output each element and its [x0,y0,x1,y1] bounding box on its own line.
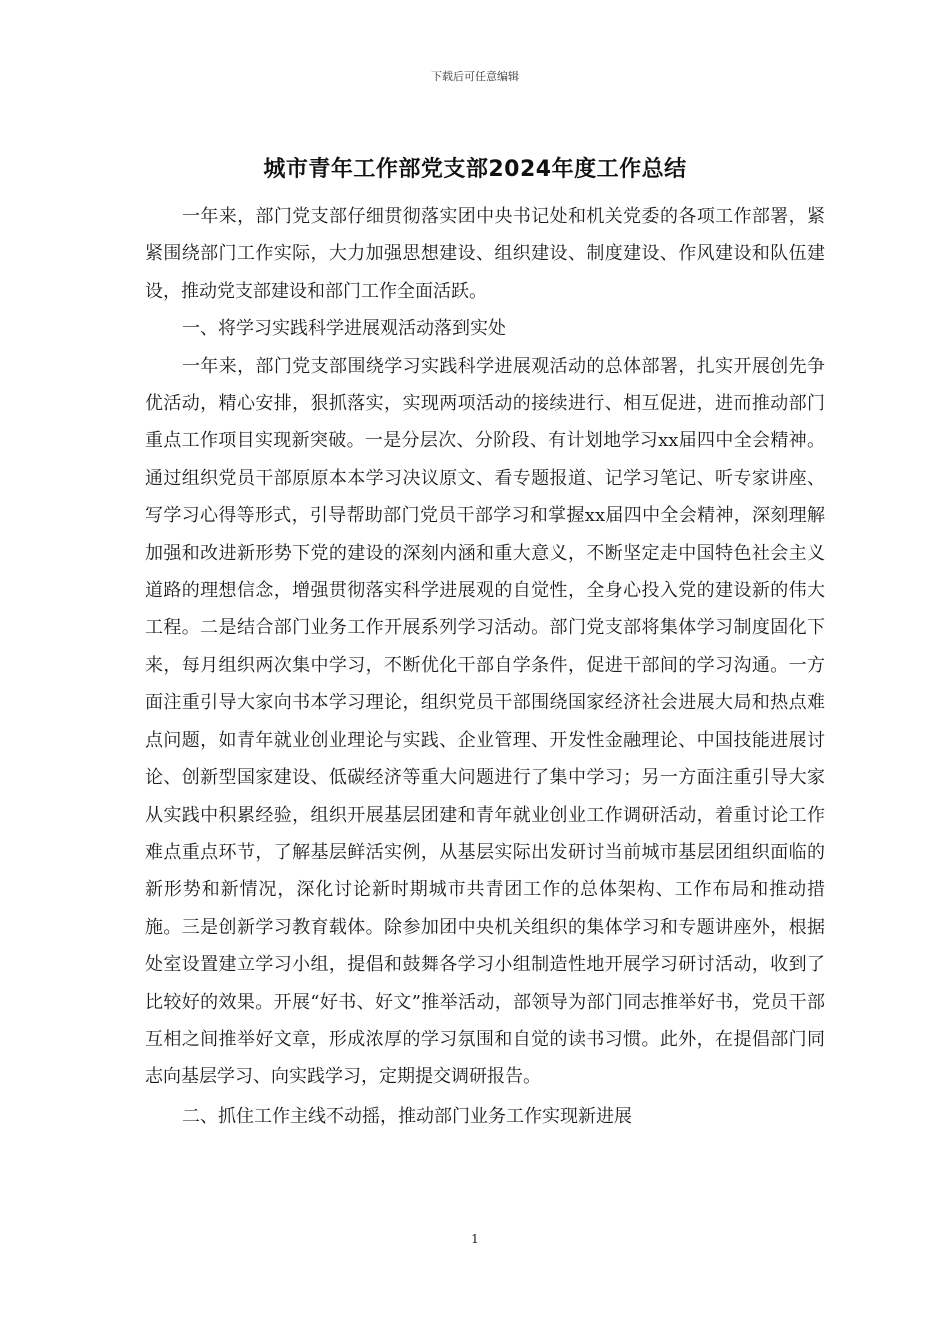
section-heading-one: 一、将学习实践科学进展观活动落到实处 [182,318,506,340]
document-body [145,198,825,1135]
header-note: 下载后可任意编辑 [431,70,519,83]
section-heading-two: 二、抓住工作主线不动摇，推动部门业务工作实现新进展 [182,1105,632,1127]
section-one-paragraph: 一年来，部门党支部围绕学习实践科学进展观活动的总体部署，扎实开展创先争优活动，精心安排，狠抓落实，实现两项活动的接续进行、相互促进，进而推动部门重点工作项目实现新突破。一是分层次、分阶段、有计划地学习xx届四中全会精神。通过组织党员干部原原本本学习决议原文、看专题报道、记学习笔记、听专家讲座、写学习心得等形式，引导帮助部门党员干部学习和掌握xx届四中全会精神，深刻理解加强和改进新形势下党的建设的深刻内涵和重大意义，不断坚定走中国特色社会主义道路的理想信念，增强贯彻落实科学进展观的自觉性，全身心投入党的建设新的伟大工程。二是结合部门业务工作开展系列学习活动。部门党支部将集体学习制度固化下来，每月组织两次集中学习，不断优化干部自学条件，促进干部间的学习沟通。一方面注重引导大家向书本学习理论，组织党员干部围绕国家经济社会进展大局和热点难点问题，如青年就业创业理论与实践、企业管理、开发性金融理论、中国技能进展讨论、创新型国家建设、低碳经济等重大问题进行了集中学习；另一方面注重引导大家从实践中积累经验，组织开展基层团建和青年就业创业工作调研活动，着重讨论工作难点重点环节，了解基层鲜活实例，从基层实际出发研讨当前城市基层团组织面临的新形势和新情况，深化讨论新时期城市共青团工作的总体架构、工作布局和推动措施。三是创新学习教育载体。除参加团中央机关组织的集体学习和专题讲座外，根据处室设置建立学习小组，提倡和鼓舞各学习小组制造性地开展学习研讨活动，收到了比较好的效果。开展“好书、好文”推举活动，部领导为部门同志推举好书，党员干部互相之间推举好文章，形成浓厚的学习氛围和自觉的读书习惯。此外，在提倡部门同志向基层学习、向实践学习，定期提交调研报告。 [145,355,825,1088]
intro-paragraph: 一年来，部门党支部仔细贯彻落实团中央书记处和机关党委的各项工作部署，紧紧围绕部门工作实际，大力加强思想建设、组织建设、制度建设、作风建设和队伍建设，推动党支部建设和部门工作全面活跃。 [145,206,825,302]
page-number: 1 [471,1232,479,1246]
document-title: 城市青年工作部党支部2024年度工作总结 [263,157,687,182]
